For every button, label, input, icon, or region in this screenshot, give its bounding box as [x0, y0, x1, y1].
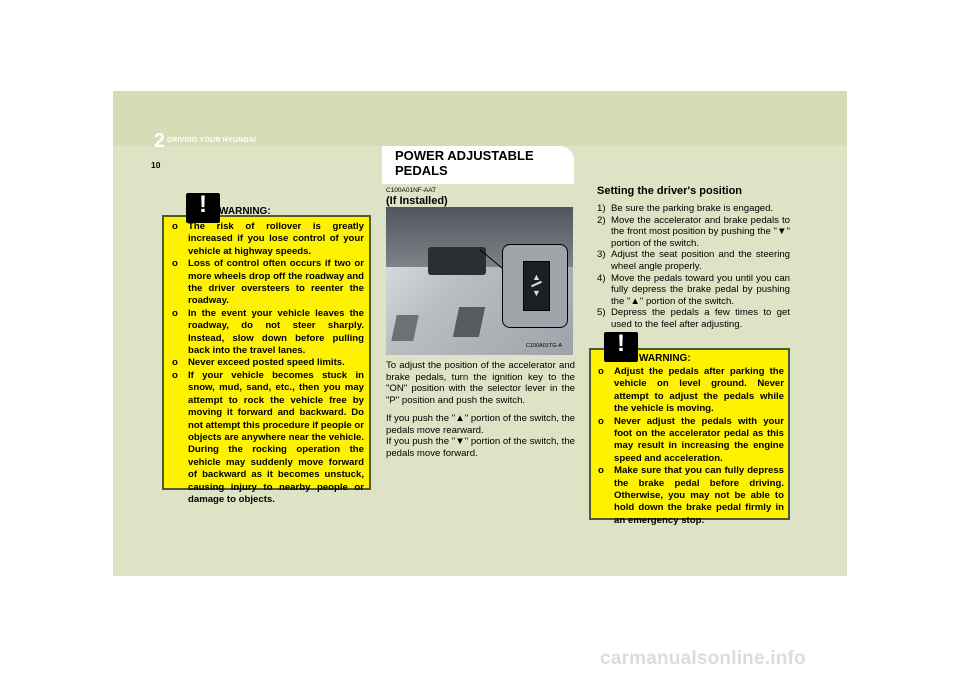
section-code: C100A01NF-AAT — [386, 187, 437, 194]
arrow-up-icon: ▲ — [532, 272, 541, 282]
left-warning-heading: WARNING: — [219, 206, 271, 217]
list-item: o In the event your vehicle leaves the roadway, do not steer sharply. Instead, slow down before pulling back into the travel lanes. — [172, 307, 364, 357]
page-number: 10 — [151, 160, 161, 170]
chapter-number: 2 — [154, 130, 166, 152]
list-item: o If your vehicle becomes stuck in snow, mud, sand, etc., then you may attempt to rock the vehicle free by moving it forward and backward. Do not attempt this procedure if people or objects are anywhere near the vehicle. During the rocking operation the vehicle may suddenly move forward of backward as it becomes unstuck, causing injury to nearby people or damage to objects. — [172, 369, 364, 505]
pedal-switch-icon — [523, 261, 550, 311]
list-item: o Loss of control often occurs if two or more wheels drop off the roadway and the driver oversteers to reenter the roadway. — [172, 258, 364, 307]
pedal-switch-photo — [386, 207, 573, 355]
list-item: o Adjust the pedals after parking the vehicle on level ground. Never attempt to adjust the pedals while the vehicle is moving. — [598, 366, 784, 415]
chapter-title: DRIVING YOUR HYUNDAI — [167, 137, 257, 144]
list-item: 3) Adjust the seat position and the steering wheel angle properly. — [597, 249, 790, 272]
list-item: o The risk of rollover is greatly increased if you lose control of your vehicle at highway speeds. — [172, 221, 364, 257]
body-paragraph: If you push the "▲" portion of the switch, the pedals move rearward. If you push the "▼" portion of the switch, the pedals move forward. — [386, 413, 575, 459]
list-item: 2) Move the accelerator and brake pedals to the front most position by pushing the "▼" portion of the switch. — [597, 214, 790, 249]
warning-sign-icon: ! — [604, 332, 638, 362]
brake-pedal-shape — [453, 307, 485, 337]
list-item: 5) Depress the pedals a few times to get used to the feel after adjusting. — [597, 307, 790, 330]
right-warning-heading: WARNING: — [639, 353, 691, 364]
right-warning-list — [598, 366, 784, 527]
photo-caption: C100A01TG-A — [526, 343, 563, 349]
accelerator-pedal-shape — [391, 315, 419, 341]
list-item: o Make sure that you can fully depress the brake pedal before driving. Otherwise, you may not be able to hold down the brake pedal firmly in an emergency stop. — [598, 465, 784, 526]
switch-panel-shape — [428, 247, 486, 275]
list-item: 4) Move the pedals toward you until you can fully depress the brake pedal by pushing the "▲" portion of the switch. — [597, 272, 790, 307]
switch-inset — [502, 244, 568, 328]
list-item: o Never exceed posted speed limits. — [172, 357, 345, 369]
section-subtitle: (If Installed) — [386, 195, 448, 207]
list-item: 1) Be sure the parking brake is engaged. — [597, 203, 774, 214]
section-title: POWER ADJUSTABLE PEDALS — [395, 148, 534, 178]
warning-sign-icon: ! — [186, 193, 220, 223]
setting-steps — [597, 203, 790, 331]
watermark: carmanualsonline.info — [600, 648, 806, 669]
list-item: o Never adjust the pedals with your foot on the accelerator pedal as this may result in increasing the engine speed and acceleration. — [598, 415, 784, 464]
body-paragraph: To adjust the position of the accelerator and brake pedals, turn the ignition key to the "ON" position with the selector lever in the "P" position and push the switch. — [386, 360, 575, 406]
left-warning-list — [172, 221, 364, 506]
setting-heading: Setting the driver's position — [597, 185, 743, 197]
arrow-down-icon: ▼ — [532, 288, 541, 298]
